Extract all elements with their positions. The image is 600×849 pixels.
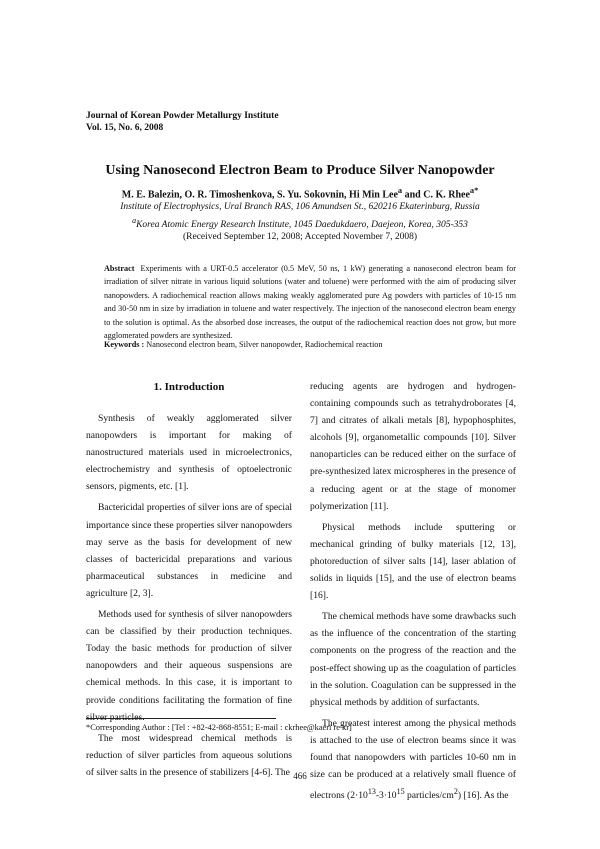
right-column (310, 378, 516, 804)
paragraph: The greatest interest among the physical methods is attached to the use of electron beams since it was found that nanopowders with particles 10-60 nm in size can be produced at a relatively small fluence of electrons ($2\cdot 10^{13}-3\cdot 10^{15}$ particles/$cm^2$) [16]. As the (310, 717, 516, 802)
paragraph: The most widespread chemical methods is reduction of silver particles from aqueous solutions of silver salts in the presence of stabilizers [4-6]. The (86, 732, 292, 778)
paper-title: Using Nanosecond Electron Beam to Produce Silver Nanopowder (105, 163, 495, 178)
author-sup: a (397, 186, 403, 195)
journal-volume: Vol. 15, No. 6, 2008 (86, 123, 164, 133)
left-column (86, 378, 292, 781)
journal-header (86, 110, 279, 134)
keywords-text: Nanosecond electron beam, Silver nanopowder, Radiochemical reaction (146, 340, 383, 349)
paragraph: Bactericidal properties of silver ions are of special importance since these properties silver nanopowders may serve as the basis for development of new classes of bactericidal preparations and various pharmaceutical substances in medicine and agriculture [2, 3]. (86, 502, 292, 599)
affiliation-1: Institute of Electrophysics, Ural Branch RAS, 106 Amundsen St., 620216 Ekaterinburg, Russia (120, 202, 480, 212)
affiliation-sup: a (132, 216, 137, 225)
page-number: 466 (293, 771, 307, 781)
author-list (0, 186, 600, 200)
authors-and: and C. K. Rhee (402, 189, 470, 201)
keywords (104, 340, 516, 349)
abstract-label: Abstract (104, 264, 135, 273)
abstract-text: Experiments with a URT-0.5 accelerator (0.5 MeV, 50 ns, 1 kW) generating a nanosecond electron beam for irradiation of silver nitrate in various liquid solutions (water and toluene) were performed with the aim of producing silver nanopowders. A radiochemical reaction allows making weakly agglomerated pure Ag powders with particles of 10-15 nm and 30-50 nm in size by irradiation in toluene and water respectively. The injection of the nanosecond electron beam energy to the solution is optimal. As the absorbed dose increases, the output of the radiochemical reaction does not grow, but more agglomerated powders are synthesized. (104, 264, 516, 341)
journal-name: Journal of Korean Powder Metallurgy Institute (86, 111, 279, 121)
footnote: *Corresponding Author : [Tel : +82-42-868-8551; E-mail : ckrhee@kaeri re kr] (86, 723, 352, 732)
section-heading: 1. Introduction (153, 381, 225, 393)
footnote-rule (86, 718, 276, 719)
paragraph: The chemical methods have some drawbacks such as the influence of the concentration of the starting components on the progress of the reaction and the post-effect showing up as the coagulation of particles in the solution. Coagulation can be suppressed in the physical methods by addition of surfactants. (310, 611, 516, 708)
received-dates: (Received September 12, 2008; Accepted November 7, 2008) (183, 232, 417, 242)
author-sup: a* (469, 186, 479, 195)
authors-main: M. E. Balezin, O. R. Timoshenkova, S. Yu. Sokovnin, Hi Min Lee (121, 189, 398, 201)
paragraph: Methods used for synthesis of silver nanopowders can be classified by their production techniques. Today the basic methods for production of silver nanopowders and their aqueous suspensions are chemical methods. In this case, it is important to provide conditions facilitating the formation of fine silver particles. (86, 609, 292, 723)
paragraph: Physical methods include sputtering or mechanical grinding of bulky materials [12, 13], photoreduction of silver salts [14], laser ablation of solids in liquids [15], and the use of electron beams [16]. (310, 521, 516, 602)
abstract (104, 262, 516, 342)
keywords-label: Keywords : (104, 340, 145, 349)
paragraph: reducing agents are hydrogen and hydrogen-containing compounds such as tetrahydroborates [4, 7] and citrates of alkali metals [8], hypophosphites, alcohols [9], organometallic compounds [10]. Silver nanoparticles can be reduced either on the surface of pre-synthesized latex microspheres in the presence of a reducing agent or at the stage of monomer polymerization [11]. (310, 381, 516, 512)
paragraph: Synthesis of weakly agglomerated silver nanopowders is important for making of nanostructured materials used in microelectronics, electrochemistry and synthesis of optoelectronic sensors, pigments, etc. [1]. (86, 413, 292, 493)
affiliation-2: $^a$Korea Atomic Energy Research Institute, 1045 Daedukdaero, Daejeon, Korea, 305-353 (132, 216, 468, 231)
